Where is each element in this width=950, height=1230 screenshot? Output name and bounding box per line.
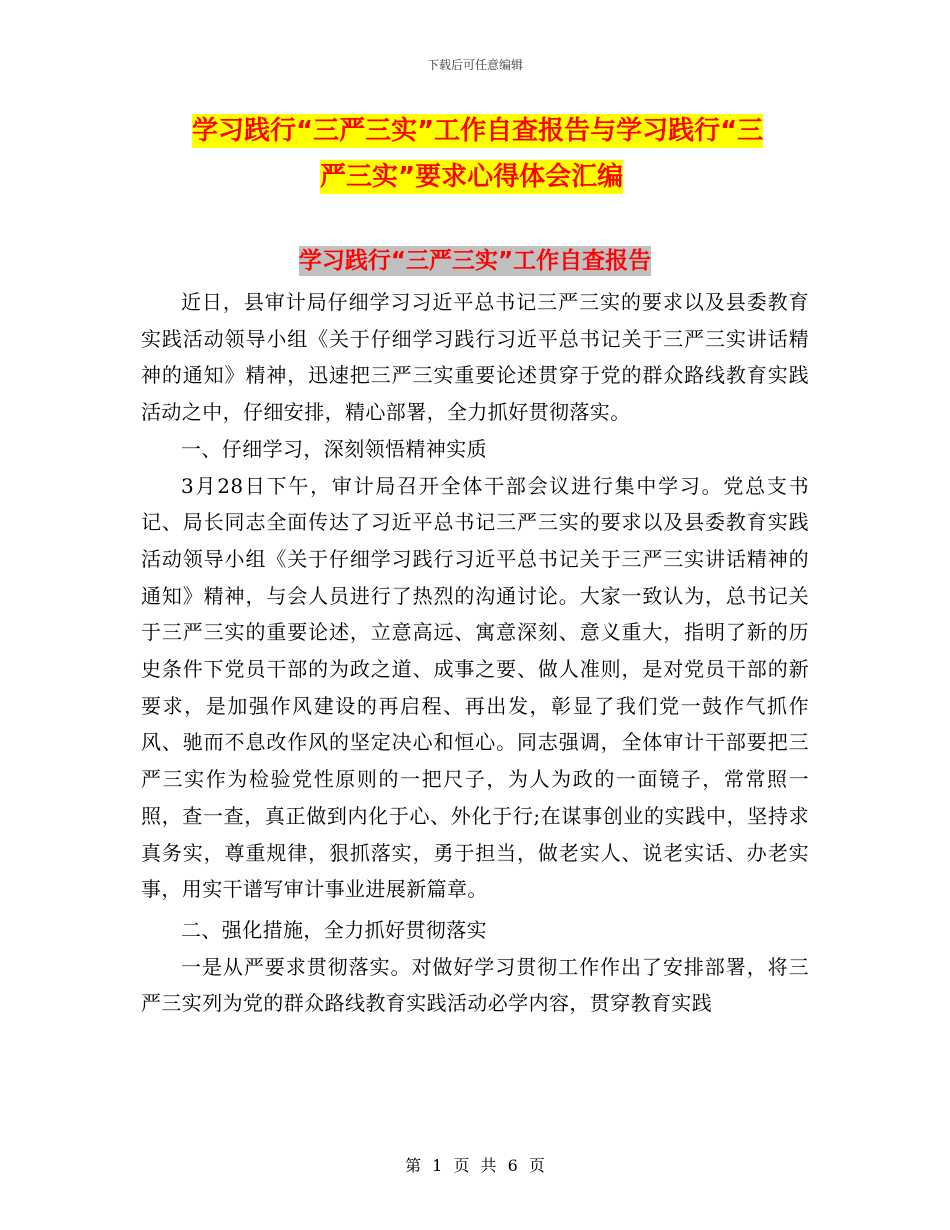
body-text: [141, 284, 809, 1022]
page-number: 第 1 页 共 6 页: [405, 1156, 545, 1175]
paragraph-study: 3月28日下午，审计局召开全体干部会议进行集中学习。党总支书记、局长同志全面传达了习近平总书记三严三实的要求以及县委教育实践活动领导小组《关于仔细学习践行习近平总书记关于三严三实讲话精神的通知》精神，与会人员进行了热烈的沟通讨论。大家一致认为，总书记关于三严三实的重要论述，立意高远、寓意深刻、意义重大，指明了新的历史条件下党员干部的为政之道、成事之要、做人准则，是对党员干部的新要求，是加强作风建设的再启程、再出发，彰显了我们党一鼓作气抓作风、驰而不息改作风的坚定决心和恒心。同志强调，全体审计干部要把三严三实作为检验党性原则的一把尺子，为人为政的一面镜子，常常照一照，查一查，真正做到内化于心、外化于行;在谋事创业的实践中，坚持求真务实，尊重规律，狠抓落实，勇于担当，做老实人、说老实话、办老实事，用实干谱写审计事业进展新篇章。: [141, 473, 809, 902]
title-line-1-text: 学习践行“三严三实”工作自查报告与学习践行“三: [192, 116, 764, 146]
paragraph-measures: 一是从严要求贯彻落实。对做好学习贯彻工作作出了安排部署，将三严三实列为党的群众路线教育实践活动必学内容，贯穿教育实践: [141, 954, 809, 1016]
document-title: [140, 108, 840, 200]
section-title-text: 学习践行“三严三实”工作自查报告: [298, 248, 652, 274]
header-note: 下载后可任意编辑: [426, 58, 523, 72]
heading-one: 一、仔细学习，深刻领悟精神实质: [181, 436, 487, 461]
title-line-1: [140, 108, 840, 154]
section-title: [0, 244, 950, 278]
heading-two: 二、强化措施，全力抓好贯彻落实: [181, 917, 487, 942]
title-line-2: [140, 154, 840, 200]
paragraph-intro: 近日，县审计局仔细学习习近平总书记三严三实的要求以及县委教育实践活动领导小组《关于仔细学习践行习近平总书记关于三严三实讲话精神的通知》精神，迅速把三严三实重要论述贯穿于党的群众路线教育实践活动之中，仔细安排，精心部署，全力抓好贯彻落实。: [141, 290, 809, 425]
title-line-2-text: 严三实”要求心得体会汇编: [320, 162, 624, 192]
